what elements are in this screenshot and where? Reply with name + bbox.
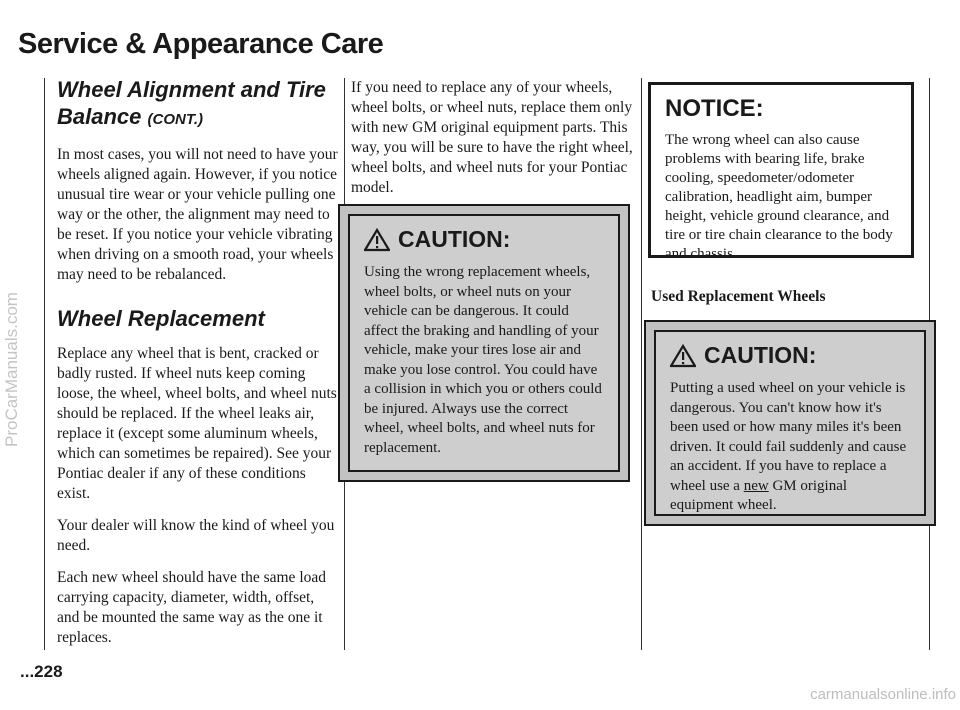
caution-header <box>670 342 910 369</box>
caution-box-used-wheels <box>644 320 936 526</box>
paragraph: If you need to replace any of your wheels, wheel bolts, or wheel nuts, replace them only with new GM original equipment parts. This way, you will be sure to have the right wheel, wheel bolts, and wheel nuts for your Pontiac model. <box>351 79 633 196</box>
paragraph: In most cases, you will not need to have your wheels aligned again. However, if you notice unusual tire wear or your vehicle pulling one way or the other, the alignment may need to be reset. If you notice your vehicle vibrating when driving on a smooth road, your wheels may need to be rebalanced. <box>57 146 338 283</box>
subhead-used-replacement-wheels: Used Replacement Wheels <box>651 288 826 305</box>
watermark-footer-url: carmanualsonline.info <box>810 686 956 703</box>
caution-title: CAUTION: <box>398 226 511 252</box>
caution-box-inner <box>654 330 926 516</box>
caution-header <box>364 226 604 253</box>
page-title: Service & Appearance Care <box>18 28 384 60</box>
paragraph: Your dealer will know the kind of wheel you need. <box>57 517 335 554</box>
caution-box-inner <box>348 214 620 472</box>
column-1 <box>57 76 339 660</box>
notice-body: The wrong wheel can also cause problems with bearing life, brake cooling, speedometer/odometer calibration, headlight aim, bumper height, vehicle ground clearance, and tire or tire chain clearance to the body and chassis. <box>665 132 893 262</box>
caution-title: CAUTION: <box>704 342 817 368</box>
paragraph: Replace any wheel that is bent, cracked or badly rusted. If wheel nuts keep coming loose, the wheel, wheel bolts, and wheel nuts should be replaced. If the wheel leaks air, replace it (except some aluminum wheels, which can sometimes be repaired). See your Pontiac dealer if any of these conditions exist. <box>57 345 337 502</box>
caution-box-wrong-wheels <box>338 204 630 482</box>
warning-triangle-icon <box>364 228 390 252</box>
caution-body-text-end: GM original equipment wheel. <box>670 477 848 513</box>
column-rule-middle-2 <box>641 78 642 650</box>
notice-title: NOTICE: <box>665 95 764 122</box>
notice-box <box>648 82 914 262</box>
section-title-wheel-alignment <box>57 76 339 133</box>
caution-body: Using the wrong replacement wheels, wheel bolts, or wheel nuts on your vehicle can be dangerous. It could affect the braking and handling of your vehicle, make your tires lose air and make you lose control. You could have a collision in which you or others could be injured. Always use the correct wheel, wheel bolts, and wheel nuts for replacement. <box>364 264 602 456</box>
paragraph: Each new wheel should have the same load carrying capacity, diameter, width, offset, and be mounted the same way as the one it replaces. <box>57 569 327 646</box>
section-title-suffix: (CONT.) <box>147 111 204 128</box>
caution-body-text: Putting a used wheel on your vehicle is dangerous. You can't know how it's been used or how many miles it's been driven. It could fail suddenly and cause an accident. If you have to replace a wheel use a <box>670 380 907 494</box>
section-title-wheel-replacement: Wheel Replacement <box>57 306 265 331</box>
section-title-main: Wheel Alignment and Tire Balance <box>57 77 326 129</box>
page-number: ...228 <box>20 662 63 681</box>
column-rule-left <box>44 78 45 650</box>
caution-body-emphasis: new <box>743 477 769 494</box>
column-2 <box>351 78 637 210</box>
warning-triangle-icon <box>670 344 696 368</box>
caution-body <box>670 379 910 516</box>
watermark-side: ProCarManuals.com <box>2 292 21 448</box>
